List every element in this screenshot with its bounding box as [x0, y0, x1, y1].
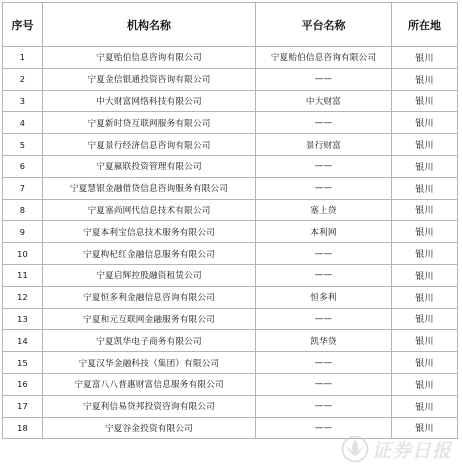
watermark-text: 证券日报 — [371, 439, 452, 462]
row-index: 15 — [3, 352, 43, 374]
row-institution: 宁夏新时贷互联网服务有限公司 — [43, 112, 256, 134]
row-institution: 宁夏贻伯信息咨询有限公司 — [43, 47, 256, 69]
row-institution: 宁夏塞尚网代信息技术有限公司 — [43, 199, 256, 221]
row-institution: 宁夏嬴联投资管理有限公司 — [43, 155, 256, 177]
header-location: 所在地 — [392, 3, 458, 47]
header-index: 序号 — [3, 3, 43, 47]
table-row — [3, 395, 458, 417]
row-index: 7 — [3, 177, 43, 199]
row-location: 银川 — [392, 308, 458, 330]
row-index: 8 — [3, 199, 43, 221]
row-location: 银川 — [392, 112, 458, 134]
row-index: 2 — [3, 68, 43, 90]
row-platform: —— — [256, 308, 392, 330]
row-location: 银川 — [392, 47, 458, 69]
row-platform: —— — [256, 395, 392, 417]
table-row — [3, 221, 458, 243]
table-row — [3, 112, 458, 134]
row-location: 银川 — [392, 264, 458, 286]
row-location: 银川 — [392, 155, 458, 177]
row-platform: 本利网 — [256, 221, 392, 243]
institution-table — [2, 2, 458, 439]
row-platform: 恒多利 — [256, 286, 392, 308]
row-platform: 凯华贷 — [256, 330, 392, 352]
row-platform: 塞上贷 — [256, 199, 392, 221]
header-platform: 平台名称 — [256, 3, 392, 47]
table-row — [3, 243, 458, 265]
row-platform: —— — [256, 264, 392, 286]
row-location: 银川 — [392, 221, 458, 243]
row-platform: —— — [256, 68, 392, 90]
row-platform: —— — [256, 243, 392, 265]
row-platform: —— — [256, 112, 392, 134]
row-location: 银川 — [392, 417, 458, 439]
row-institution: 宁夏凯华电子商务有限公司 — [43, 330, 256, 352]
row-institution: 中大财富网络科技有限公司 — [43, 90, 256, 112]
row-location: 银川 — [392, 243, 458, 265]
row-index: 6 — [3, 155, 43, 177]
table-row — [3, 90, 458, 112]
row-index: 11 — [3, 264, 43, 286]
row-institution: 宁夏景行经济信息咨询有限公司 — [43, 134, 256, 156]
table-row — [3, 373, 458, 395]
row-institution: 宁夏枸杞红金融信息服务有限公司 — [43, 243, 256, 265]
row-location: 银川 — [392, 68, 458, 90]
header-institution: 机构名称 — [43, 3, 256, 47]
table-row — [3, 155, 458, 177]
table-row — [3, 134, 458, 156]
row-index: 18 — [3, 417, 43, 439]
row-location: 银川 — [392, 134, 458, 156]
row-index: 12 — [3, 286, 43, 308]
row-institution: 宁夏谷金投资有限公司 — [43, 417, 256, 439]
table-header-row — [3, 3, 458, 47]
row-institution: 宁夏和元互联网金融服务有限公司 — [43, 308, 256, 330]
row-platform: —— — [256, 352, 392, 374]
row-platform: —— — [256, 177, 392, 199]
row-location: 银川 — [392, 90, 458, 112]
table-row — [3, 47, 458, 69]
row-index: 13 — [3, 308, 43, 330]
row-location: 银川 — [392, 177, 458, 199]
table-row — [3, 308, 458, 330]
row-index: 17 — [3, 395, 43, 417]
row-platform: 景行财富 — [256, 134, 392, 156]
row-institution: 宁夏利信易贷邦投资咨询有限公司 — [43, 395, 256, 417]
row-index: 5 — [3, 134, 43, 156]
row-institution: 宁夏富八八普惠财富信息服务有限公司 — [43, 373, 256, 395]
table-row — [3, 264, 458, 286]
row-index: 10 — [3, 243, 43, 265]
row-platform: —— — [256, 373, 392, 395]
row-index: 14 — [3, 330, 43, 352]
row-location: 银川 — [392, 352, 458, 374]
row-platform: —— — [256, 155, 392, 177]
row-index: 3 — [3, 90, 43, 112]
table-row — [3, 417, 458, 439]
table-row — [3, 177, 458, 199]
row-institution: 宁夏恒多利金融信息咨询有限公司 — [43, 286, 256, 308]
row-platform: 宁夏贻伯信息咨询有限公司 — [256, 47, 392, 69]
table-row — [3, 286, 458, 308]
row-institution: 宁夏启辉控股融资租赁公司 — [43, 264, 256, 286]
row-index: 4 — [3, 112, 43, 134]
table-row — [3, 330, 458, 352]
row-platform: —— — [256, 417, 392, 439]
table-row — [3, 352, 458, 374]
row-platform: 中大财富 — [256, 90, 392, 112]
row-index: 9 — [3, 221, 43, 243]
row-location: 银川 — [392, 395, 458, 417]
row-institution: 宁夏汉华金融科技（集团）有限公司 — [43, 352, 256, 374]
row-institution: 宁夏金信银通投资咨询有限公司 — [43, 68, 256, 90]
row-location: 银川 — [392, 286, 458, 308]
row-institution: 宁夏慧银金融借贷信息咨询服务有限公司 — [43, 177, 256, 199]
row-location: 银川 — [392, 373, 458, 395]
table-row — [3, 68, 458, 90]
row-institution: 宁夏本利宝信息技术服务有限公司 — [43, 221, 256, 243]
row-location: 银川 — [392, 199, 458, 221]
row-location: 银川 — [392, 330, 458, 352]
row-index: 16 — [3, 373, 43, 395]
row-index: 1 — [3, 47, 43, 69]
table-row — [3, 199, 458, 221]
